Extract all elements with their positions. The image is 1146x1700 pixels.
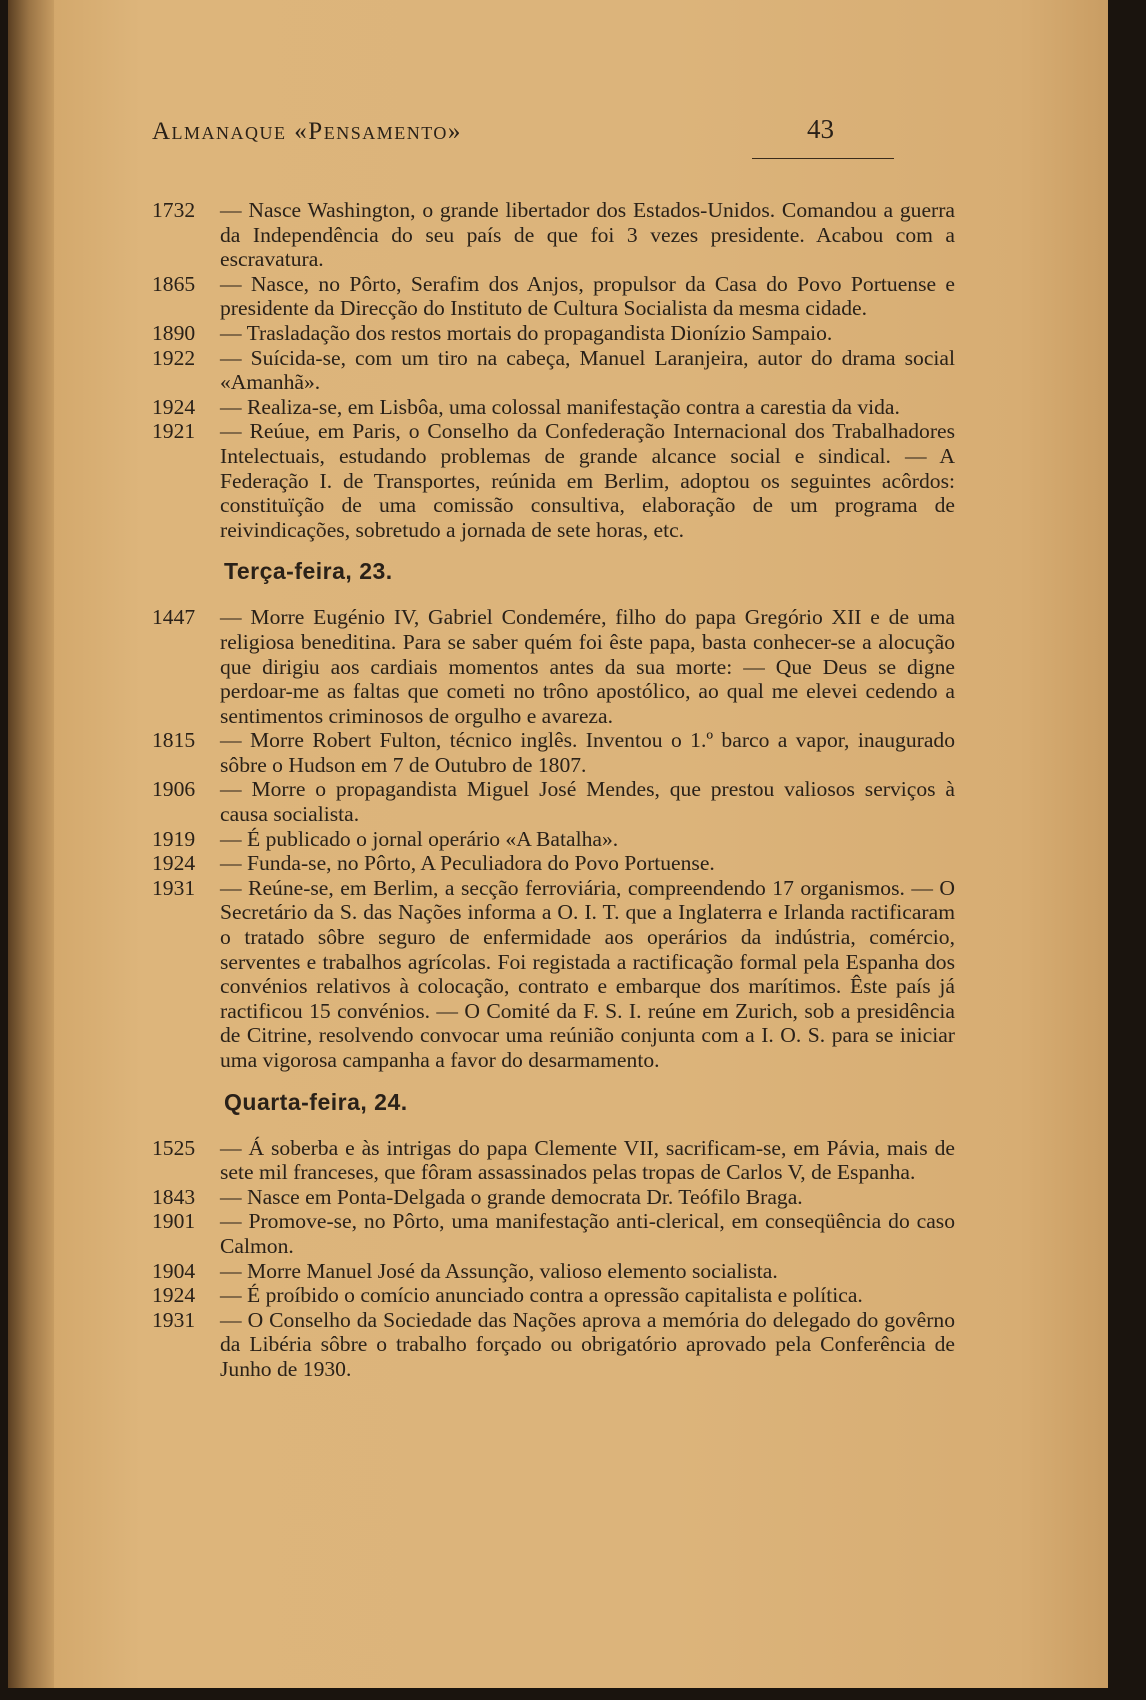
page-header (152, 114, 892, 158)
entries-tuesday (152, 605, 955, 1072)
entry-text: — Promove-se, no Pôrto, uma manifestação anti-clerical, em conseqüência do caso Calmon. (220, 1209, 955, 1258)
entry-year: 1906 (152, 777, 196, 802)
entries-monday (152, 198, 955, 542)
entry-year: 1922 (152, 345, 196, 370)
entry (152, 1283, 955, 1308)
entry-year: 1447 (152, 605, 196, 630)
entry-year: 1931 (152, 875, 196, 900)
entry-text: — Reúne-se, em Berlim, a secção ferroviária, compreendendo 17 organismos. — O Secretário da S. das Nações informa a O. I. T. que a Inglaterra e Irlanda ractificaram o tratado sôbre seguro de enfermidade aos operários da indústria, comércio, serventes e trabalhos agrícolas. Foi registada a ractificação formal pela Espanha dos convénios relativos à colocação, contrato e embarque dos marítimos. Êste país já ractificou 15 convénios. — O Comité da F. S. I. reúne em Zurich, sob a presidência de Citrine, resolvendo convocar uma reúnião conjunta com a I. O. S. para se iniciar uma vigorosa campanha a favor do desarmamento. (220, 875, 955, 1072)
entry (152, 728, 955, 777)
entry-year: 1904 (152, 1258, 196, 1283)
entry-text: — Realiza-se, em Lisbôa, uma colossal manifestação contra a carestia da vida. (220, 394, 900, 419)
entry (152, 605, 955, 728)
entry (152, 419, 955, 542)
entry (152, 1209, 955, 1258)
entry (152, 1136, 955, 1185)
entry (152, 1308, 955, 1382)
entry-year: 1865 (152, 271, 196, 296)
entry-text: — Morre Manuel José da Assunção, valioso elemento socialista. (220, 1258, 778, 1283)
entry-text: — Reúue, em Paris, o Conselho da Confederação Internacional dos Trabalhadores Intelectuais, estudando problemas de grande alcance social e sindical. — A Federação I. de Transportes, reúnida em Berlim, adoptou os seguintes acôrdos: constituïção de uma comissão consultiva, elaboração de um programa de reivindicações, sobretudo a jornada de sete horas, etc. (220, 419, 955, 542)
entry-year: 1525 (152, 1135, 196, 1160)
header-rule (752, 158, 894, 159)
entry-text: — É proíbido o comício anunciado contra a opressão capitalista e política. (220, 1283, 863, 1308)
entry-text: — Funda-se, no Pôrto, A Peculiadora do Povo Portuense. (220, 851, 715, 876)
entry-text: — Suícida-se, com um tiro na cabeça, Manuel Laranjeira, autor do drama social «Amanhã». (220, 345, 955, 395)
entry-year: 1815 (152, 728, 196, 753)
entry-text: — Morre Eugénio IV, Gabriel Condemére, filho do papa Gregório XII e de uma religiosa beneditina. Para se saber quém foi êste papa, basta conhecer-se a alocução que dirigiu aos cardiais momentos antes da sua morte: — Que Deus se digne perdoar-me as faltas que cometi no trôno apostólico, ao qual me elevei cedendo a sentimentos criminosos de orgulho e avareza. (220, 605, 955, 728)
entry (152, 1185, 955, 1210)
entry (152, 198, 955, 272)
entry-year: 1924 (152, 851, 196, 876)
entry (152, 876, 955, 1073)
entry (152, 777, 955, 826)
entry (152, 851, 955, 876)
day-heading-wednesday: Quarta-feira, 24. (224, 1088, 408, 1115)
book-spine-shadow (8, 0, 54, 1700)
entry-year: 1931 (152, 1307, 196, 1332)
entry (152, 321, 955, 346)
entry-text: — Á soberba e às intrigas do papa Clemente VII, sacrificam-se, em Pávia, mais de sete mil franceses, que fôram assassinados pelas tropas de Carlos V, de Espanha. (220, 1135, 955, 1185)
running-title: Almanaque «Pensamento» (152, 118, 462, 145)
entry-year: 1924 (152, 1283, 196, 1308)
entry-text: — Nasce em Ponta-Delgada o grande democrata Dr. Teófilo Braga. (220, 1184, 803, 1209)
page-bottom-shadow (0, 1688, 1146, 1700)
entry-text: — Morre Robert Fulton, técnico inglês. Inventou o 1.º barco a vapor, inaugurado sôbre o Hudson em 7 de Outubro de 1807. (220, 728, 955, 777)
entry-year: 1843 (152, 1184, 196, 1209)
entry (152, 272, 955, 321)
entry-year: 1732 (152, 198, 196, 222)
entry-text: — É publicado o jornal operário «A Batalha». (220, 826, 619, 851)
entry (152, 346, 955, 395)
entry-text: — Nasce, no Pôrto, Serafim dos Anjos, propulsor da Casa do Povo Portuense e presidente da Direcção do Instituto de Cultura Socialista da mesma cidade. (220, 271, 955, 321)
entry-year: 1901 (152, 1209, 196, 1234)
entry (152, 1259, 955, 1284)
entry (152, 827, 955, 852)
entry-year: 1921 (152, 419, 196, 444)
day-heading-tuesday: Terça-feira, 23. (224, 558, 393, 585)
entry-text: — Trasladação dos restos mortais do propagandista Dionízio Sampaio. (220, 320, 833, 345)
page-number: 43 (807, 114, 834, 144)
entry-year: 1924 (152, 394, 196, 419)
entry-text: — Nasce Washington, o grande libertador dos Estados-Unidos. Comandou a guerra da Independência do seu país de que foi 3 vezes presidente. Acabou com a escravatura. (220, 198, 955, 272)
entry-text: — O Conselho da Sociedade das Nações aprova a memória do delegado do govêrno da Libéria sôbre o trabalho forçado ou obrigatório aprovado pela Conferência de Junho de 1930. (220, 1307, 955, 1381)
entry-year: 1919 (152, 826, 196, 851)
entries-wednesday (152, 1136, 955, 1382)
page-content (152, 198, 955, 1382)
entry (152, 395, 955, 420)
entry-year: 1890 (152, 320, 196, 345)
entry-text: — Morre o propagandista Miguel José Mendes, que prestou valiosos serviços à causa socialista. (220, 777, 955, 827)
